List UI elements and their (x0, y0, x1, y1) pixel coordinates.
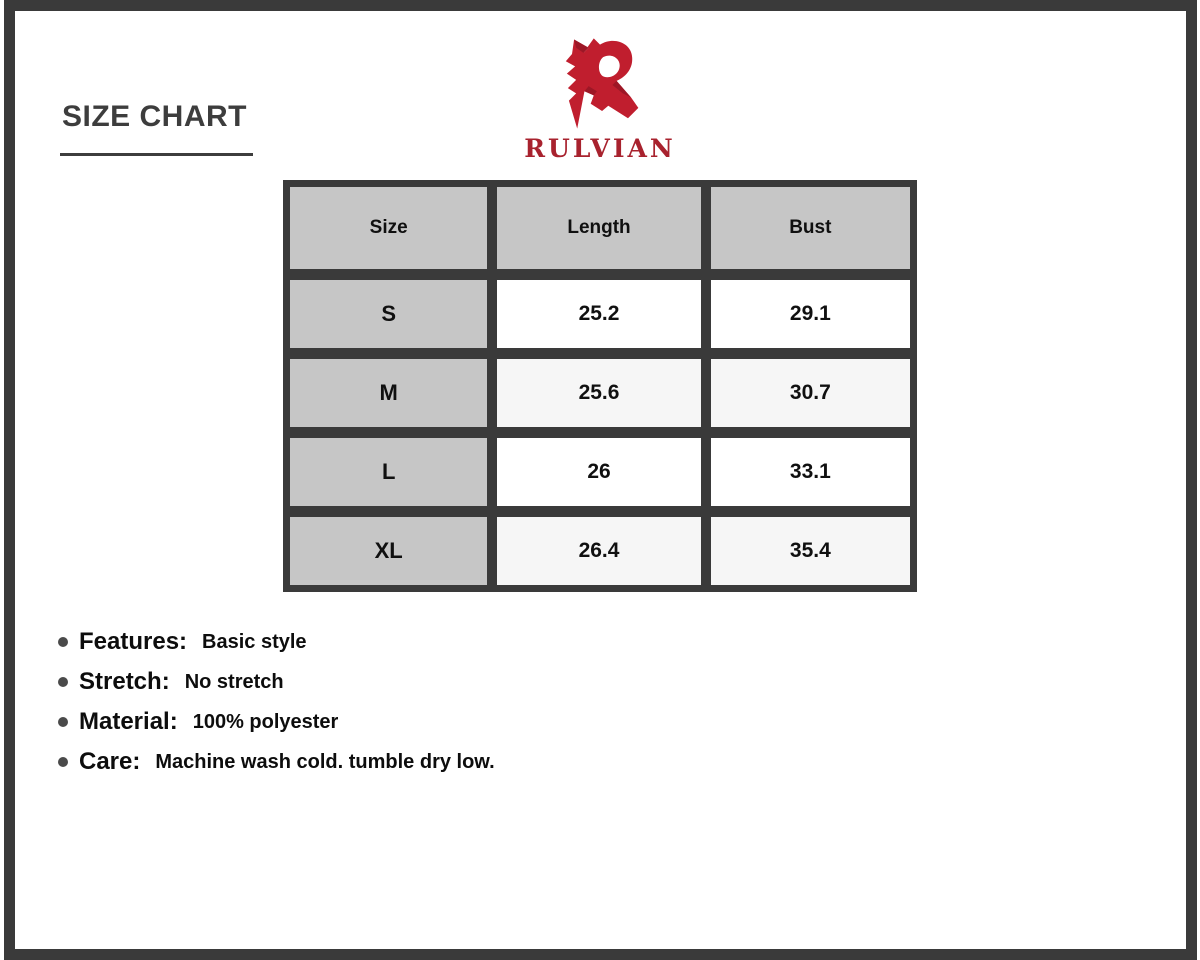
table-cell-bust: 35.4 (711, 517, 910, 585)
bullet-icon (58, 677, 68, 687)
detail-value: Basic style (202, 630, 307, 653)
list-item (58, 742, 495, 782)
bullet-icon (58, 637, 68, 647)
table-cell-bust: 33.1 (711, 438, 910, 506)
table-cell-length: 25.2 (497, 280, 700, 348)
table-row-size-label: S (290, 280, 487, 348)
list-item (58, 622, 495, 662)
page-title: SIZE CHART (62, 100, 247, 133)
column-header-size: Size (290, 187, 487, 269)
detail-value: 100% polyester (192, 710, 339, 733)
table-cell-bust: 29.1 (711, 280, 910, 348)
list-item (58, 662, 495, 702)
column-header-length: Length (497, 187, 700, 269)
table-row-size-label: L (290, 438, 487, 506)
table-cell-length: 26 (497, 438, 700, 506)
detail-value: No stretch (184, 670, 284, 693)
detail-label: Material: (79, 708, 178, 735)
detail-label: Features: (79, 628, 188, 655)
detail-label: Care: (79, 748, 141, 775)
table-cell-bust: 30.7 (711, 359, 910, 427)
size-chart-table (283, 180, 917, 592)
title-underline (60, 153, 253, 156)
table-row-size-label: M (290, 359, 487, 427)
brand-logo-icon (543, 34, 657, 133)
bullet-icon (58, 717, 68, 727)
list-item (58, 702, 495, 742)
bullet-icon (58, 757, 68, 767)
product-details-list (58, 622, 495, 782)
table-cell-length: 26.4 (497, 517, 700, 585)
column-header-bust: Bust (711, 187, 910, 269)
table-cell-length: 25.6 (497, 359, 700, 427)
detail-value: Machine wash cold. tumble dry low. (155, 750, 495, 773)
detail-label: Stretch: (79, 668, 170, 695)
table-row-size-label: XL (290, 517, 487, 585)
brand-wordmark: RULVIAN (524, 134, 676, 163)
